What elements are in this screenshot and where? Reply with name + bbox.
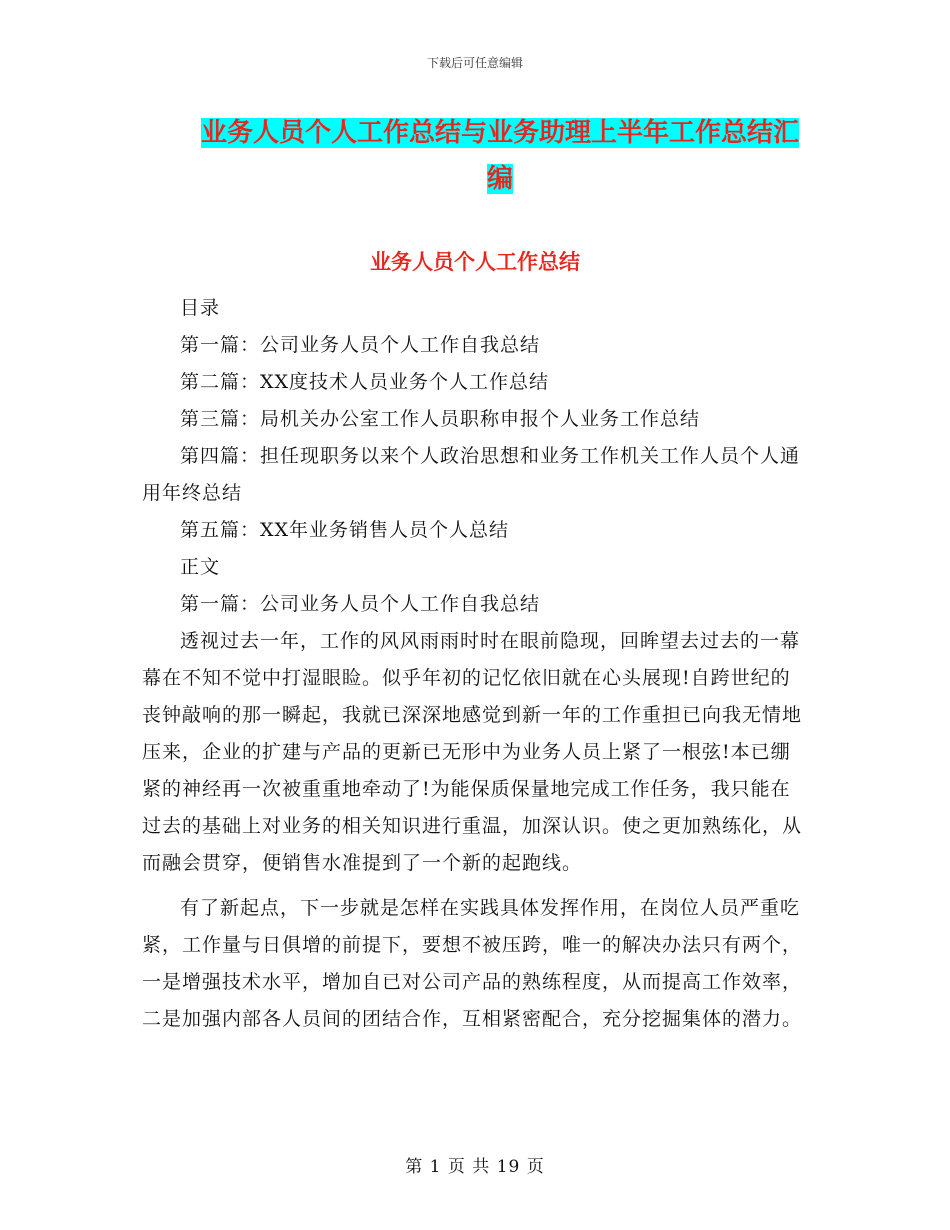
body-paragraph: 第五篇：XX年业务销售人员个人总结 <box>180 519 510 541</box>
body-paragraph: 第二篇：XX度技术人员业务个人工作总结 <box>180 371 550 393</box>
section-title: 业务人员个人工作总结 <box>370 250 580 274</box>
body-paragraph: 第三篇：局机关办公室工作人员职称申报个人业务工作总结 <box>180 408 701 430</box>
body-paragraph: 第一篇：公司业务人员个人工作自我总结 <box>180 593 541 615</box>
document-title <box>195 110 805 202</box>
body-paragraph: 第一篇：公司业务人员个人工作自我总结 <box>180 334 541 356</box>
body-paragraph: 透视过去一年，工作的风风雨雨时时在眼前隐现，回眸望去过去的一幕幕在不知不觉中打湿眼睑。似乎年初的记忆依旧就在心头展现!自跨世纪的丧钟敲响的那一瞬起，我就已深深地感觉到新一年的工作重担已向我无情地压来，企业的扩建与产品的更新已无形中为业务人员上紧了一根弦!本已绷紧的神经再一次被重重地牵动了!为能保质保量地完成工作任务，我只能在过去的基础上对业务的相关知识进行重温，加深认识。使之更加熟练化，从而融会贯穿，便销售水准提到了一个新的起跑线。 <box>142 630 803 874</box>
header-note: 下载后可任意编辑 <box>426 56 523 70</box>
document-body <box>142 290 804 1038</box>
document-title-text: 业务人员个人工作总结与业务助理上半年工作总结汇编 <box>200 118 799 194</box>
body-paragraph: 目录 <box>180 297 221 319</box>
page-indicator: 第 1 页 共 19 页 <box>405 1157 545 1177</box>
body-paragraph: 第四篇：担任现职务以来个人政治思想和业务工作机关工作人员个人通用年终总结 <box>142 445 801 504</box>
body-paragraph: 有了新起点，下一步就是怎样在实践具体发挥作用，在岗位人员严重吃紧，工作量与日俱增的前提下，要想不被压跨，唯一的解决办法只有两个，一是增强技术水平，增加自已对公司产品的熟练程度，从而提高工作效率，二是加强内部各人员间的团结合作，互相紧密配合，充分挖掘集体的潜力。 <box>142 897 803 1030</box>
body-paragraph: 正文 <box>180 556 221 578</box>
